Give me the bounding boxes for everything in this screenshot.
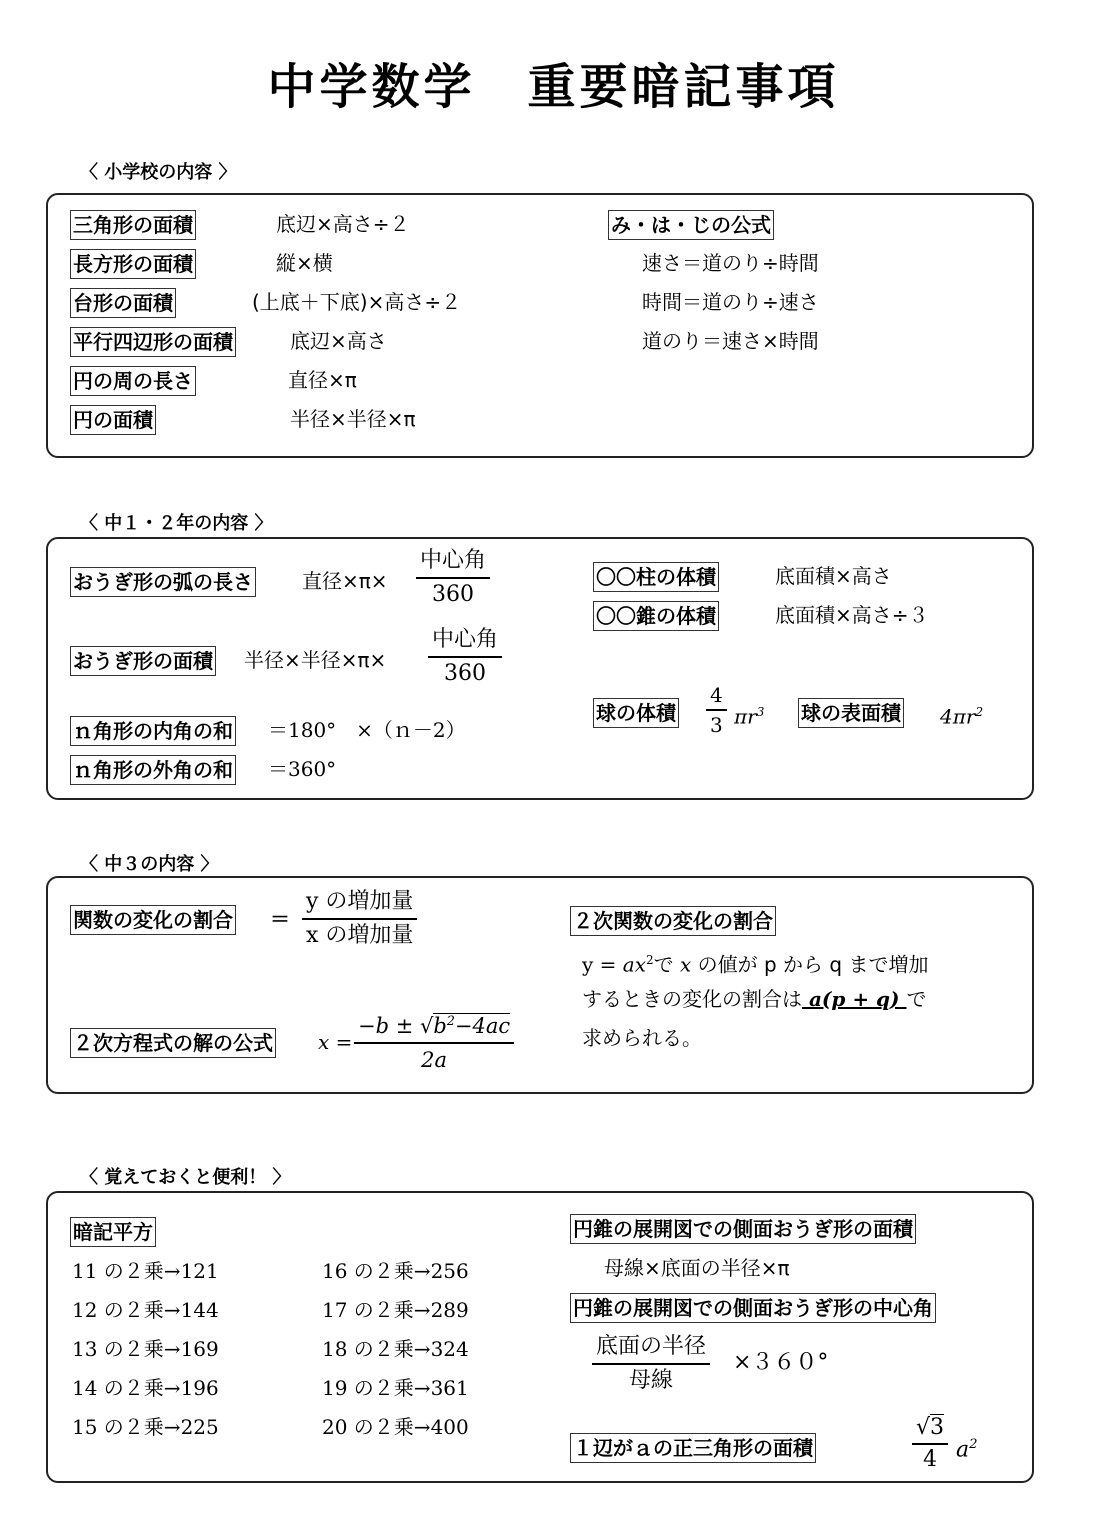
speed-formula-line: 道のり＝速さ×時間 [642, 329, 819, 353]
section-heading-grade12: 〈 中１・２年の内容 〉 [80, 513, 273, 534]
cone-angle-rest: ×３６０° [733, 1350, 829, 1375]
quadratic-formula-fraction [354, 1005, 514, 1076]
cone-area-formula: 母線×底面の半径×π [604, 1256, 790, 1280]
square-item: 11 の２乗→121 [72, 1259, 219, 1283]
page-title: 中学数学 重要暗記事項 [267, 59, 840, 115]
section-heading-useful: 〈 覚えておくと便利！ 〉 [80, 1167, 291, 1188]
quadratic-formula-lhs: x = [318, 1030, 353, 1054]
arc-length-label: おうぎ形の弧の長さ [70, 567, 256, 597]
quadratic-rate-label: ２次関数の変化の割合 [570, 906, 776, 936]
section-box-grade12 [46, 537, 1034, 800]
fraction-numerator: √3 [916, 1415, 945, 1440]
text-span: y = [582, 952, 623, 977]
quadratic-rate-line-3: 求められる。 [582, 1026, 702, 1050]
square-item: 20 の２乗→400 [322, 1415, 469, 1439]
quadratic-num-rest: −4ac [454, 1014, 511, 1038]
formula-label: 円の面積 [70, 405, 156, 435]
rate-of-change-fraction [302, 886, 417, 952]
formula-label: 円の周の長さ [70, 366, 196, 396]
sqrt-radicand: 3 [930, 1415, 945, 1440]
sphere-surface-expr [940, 698, 983, 731]
sphere-surface-base: 4πr [940, 704, 976, 729]
formula-label: 平行四辺形の面積 [70, 327, 236, 357]
triangle-area-label: １辺がａの正三角形の面積 [570, 1433, 816, 1463]
square-item: 16 の２乗→256 [322, 1259, 469, 1283]
pyramid-volume-label: 〇〇錐の体積 [593, 601, 719, 631]
fraction-denominator: 2a [421, 1047, 447, 1072]
fraction-numerator: y の増加量 [306, 889, 414, 914]
formula-text: 底辺×高さ [290, 329, 387, 353]
section-box-elementary [46, 193, 1034, 458]
text-span: するときの変化の割合は [582, 987, 802, 1011]
formula-text: 半径×半径×π [290, 407, 416, 431]
triangle-area-exponent: 2 [969, 1437, 978, 1452]
section-heading-grade3: 〈 中３の内容 〉 [80, 854, 219, 875]
formula-text: 底辺×高さ÷２ [276, 212, 410, 236]
sector-area-label: おうぎ形の面積 [70, 646, 216, 676]
section-box-useful [46, 1191, 1034, 1483]
fraction-denominator: 360 [432, 581, 474, 607]
speed-formula-label: み・は・じの公式 [608, 210, 774, 240]
text-span: x [679, 952, 692, 977]
prism-volume-formula: 底面積×高さ [775, 564, 892, 588]
arc-length-fraction [416, 545, 490, 611]
square-item: 15 の２乗→225 [72, 1415, 219, 1439]
square-item: 18 の２乗→324 [322, 1337, 469, 1361]
fraction-denominator: 3 [710, 712, 723, 737]
quadratic-rate-line-1 [582, 946, 928, 979]
text-span: で [906, 987, 927, 1011]
quadratic-rate-line-2 [582, 985, 926, 1013]
sphere-surface-exponent: 2 [975, 705, 984, 719]
sphere-volume-expr [734, 698, 764, 731]
section-heading-elementary: 〈 小学校の内容 〉 [80, 162, 237, 183]
fraction-numerator: 中心角 [432, 627, 499, 652]
sector-area-fraction [428, 624, 502, 690]
squares-label: 暗記平方 [70, 1217, 156, 1247]
sphere-volume-fraction [706, 681, 727, 739]
fraction-denominator: x の増加量 [306, 922, 414, 948]
speed-formula-line: 速さ＝道のり÷時間 [642, 251, 819, 275]
formula-text: 直径×π [288, 368, 357, 392]
sphere-surface-label: 球の表面積 [798, 698, 904, 728]
sphere-volume-base: πr [734, 704, 757, 729]
quadratic-formula-label: ２次方程式の解の公式 [70, 1028, 276, 1058]
triangle-area-base: a [956, 1437, 970, 1463]
text-span: で [653, 952, 680, 977]
cone-angle-fraction [592, 1331, 710, 1397]
fraction-denominator: 360 [444, 660, 486, 686]
formula-label: 三角形の面積 [70, 210, 196, 240]
cone-angle-label: 円錐の展開図での側面おうぎ形の中心角 [570, 1293, 936, 1323]
fraction-denominator: 4 [923, 1446, 938, 1472]
square-item: 19 の２乗→361 [322, 1376, 469, 1400]
triangle-area-expr [956, 1431, 978, 1464]
fraction-numerator: 底面の半径 [596, 1334, 707, 1359]
speed-formula-line: 時間＝道のり÷速さ [642, 290, 819, 314]
quadratic-num-prefix: −b ± [358, 1014, 420, 1038]
formula-label: 長方形の面積 [70, 249, 196, 279]
fraction-numerator: 中心角 [420, 548, 487, 573]
triangle-area-fraction [912, 1413, 948, 1475]
formula-text: 縦×横 [276, 251, 333, 275]
text-span: の値が p から q まで増加 [691, 952, 929, 977]
quadratic-num-b: b [433, 1014, 447, 1038]
sphere-volume-exponent: 3 [756, 705, 765, 719]
fraction-denominator: 母線 [629, 1367, 674, 1393]
exterior-angle-label: ｎ角形の外角の和 [70, 755, 236, 785]
square-item: 14 の２乗→196 [72, 1376, 219, 1400]
square-item: 12 の２乗→144 [72, 1298, 219, 1322]
arc-length-prefix: 直径×π× [302, 569, 388, 593]
formula-text: (上底＋下底)×高さ÷２ [252, 290, 462, 314]
prism-volume-label: 〇〇柱の体積 [593, 562, 719, 592]
pyramid-volume-formula: 底面積×高さ÷３ [775, 603, 929, 627]
interior-angle-formula: ＝180° ×（ｎ－2） [268, 718, 466, 742]
section-box-grade3 [46, 876, 1034, 1094]
sphere-volume-label: 球の体積 [593, 698, 679, 728]
formula-label: 台形の面積 [70, 288, 176, 318]
quadratic-num-exponent: 2 [446, 1013, 455, 1028]
quadratic-rate-answer: a(p + q) [802, 987, 907, 1011]
cone-area-label: 円錐の展開図での側面おうぎ形の面積 [570, 1214, 916, 1244]
exponent: 2 [645, 953, 654, 967]
fraction-numerator: $-b \pm √b^2-4ac$ [358, 1013, 511, 1038]
rate-of-change-label: 関数の変化の割合 [70, 905, 236, 935]
exterior-angle-formula: ＝360° [268, 757, 337, 781]
rate-of-change-equals: ＝ [270, 907, 290, 931]
fraction-numerator: 4 [710, 683, 723, 707]
square-item: 13 の２乗→169 [72, 1337, 219, 1361]
sector-area-prefix: 半径×半径×π× [244, 648, 387, 672]
interior-angle-label: ｎ角形の内角の和 [70, 716, 236, 746]
text-span: ax [622, 952, 646, 977]
square-item: 17 の２乗→289 [322, 1298, 469, 1322]
